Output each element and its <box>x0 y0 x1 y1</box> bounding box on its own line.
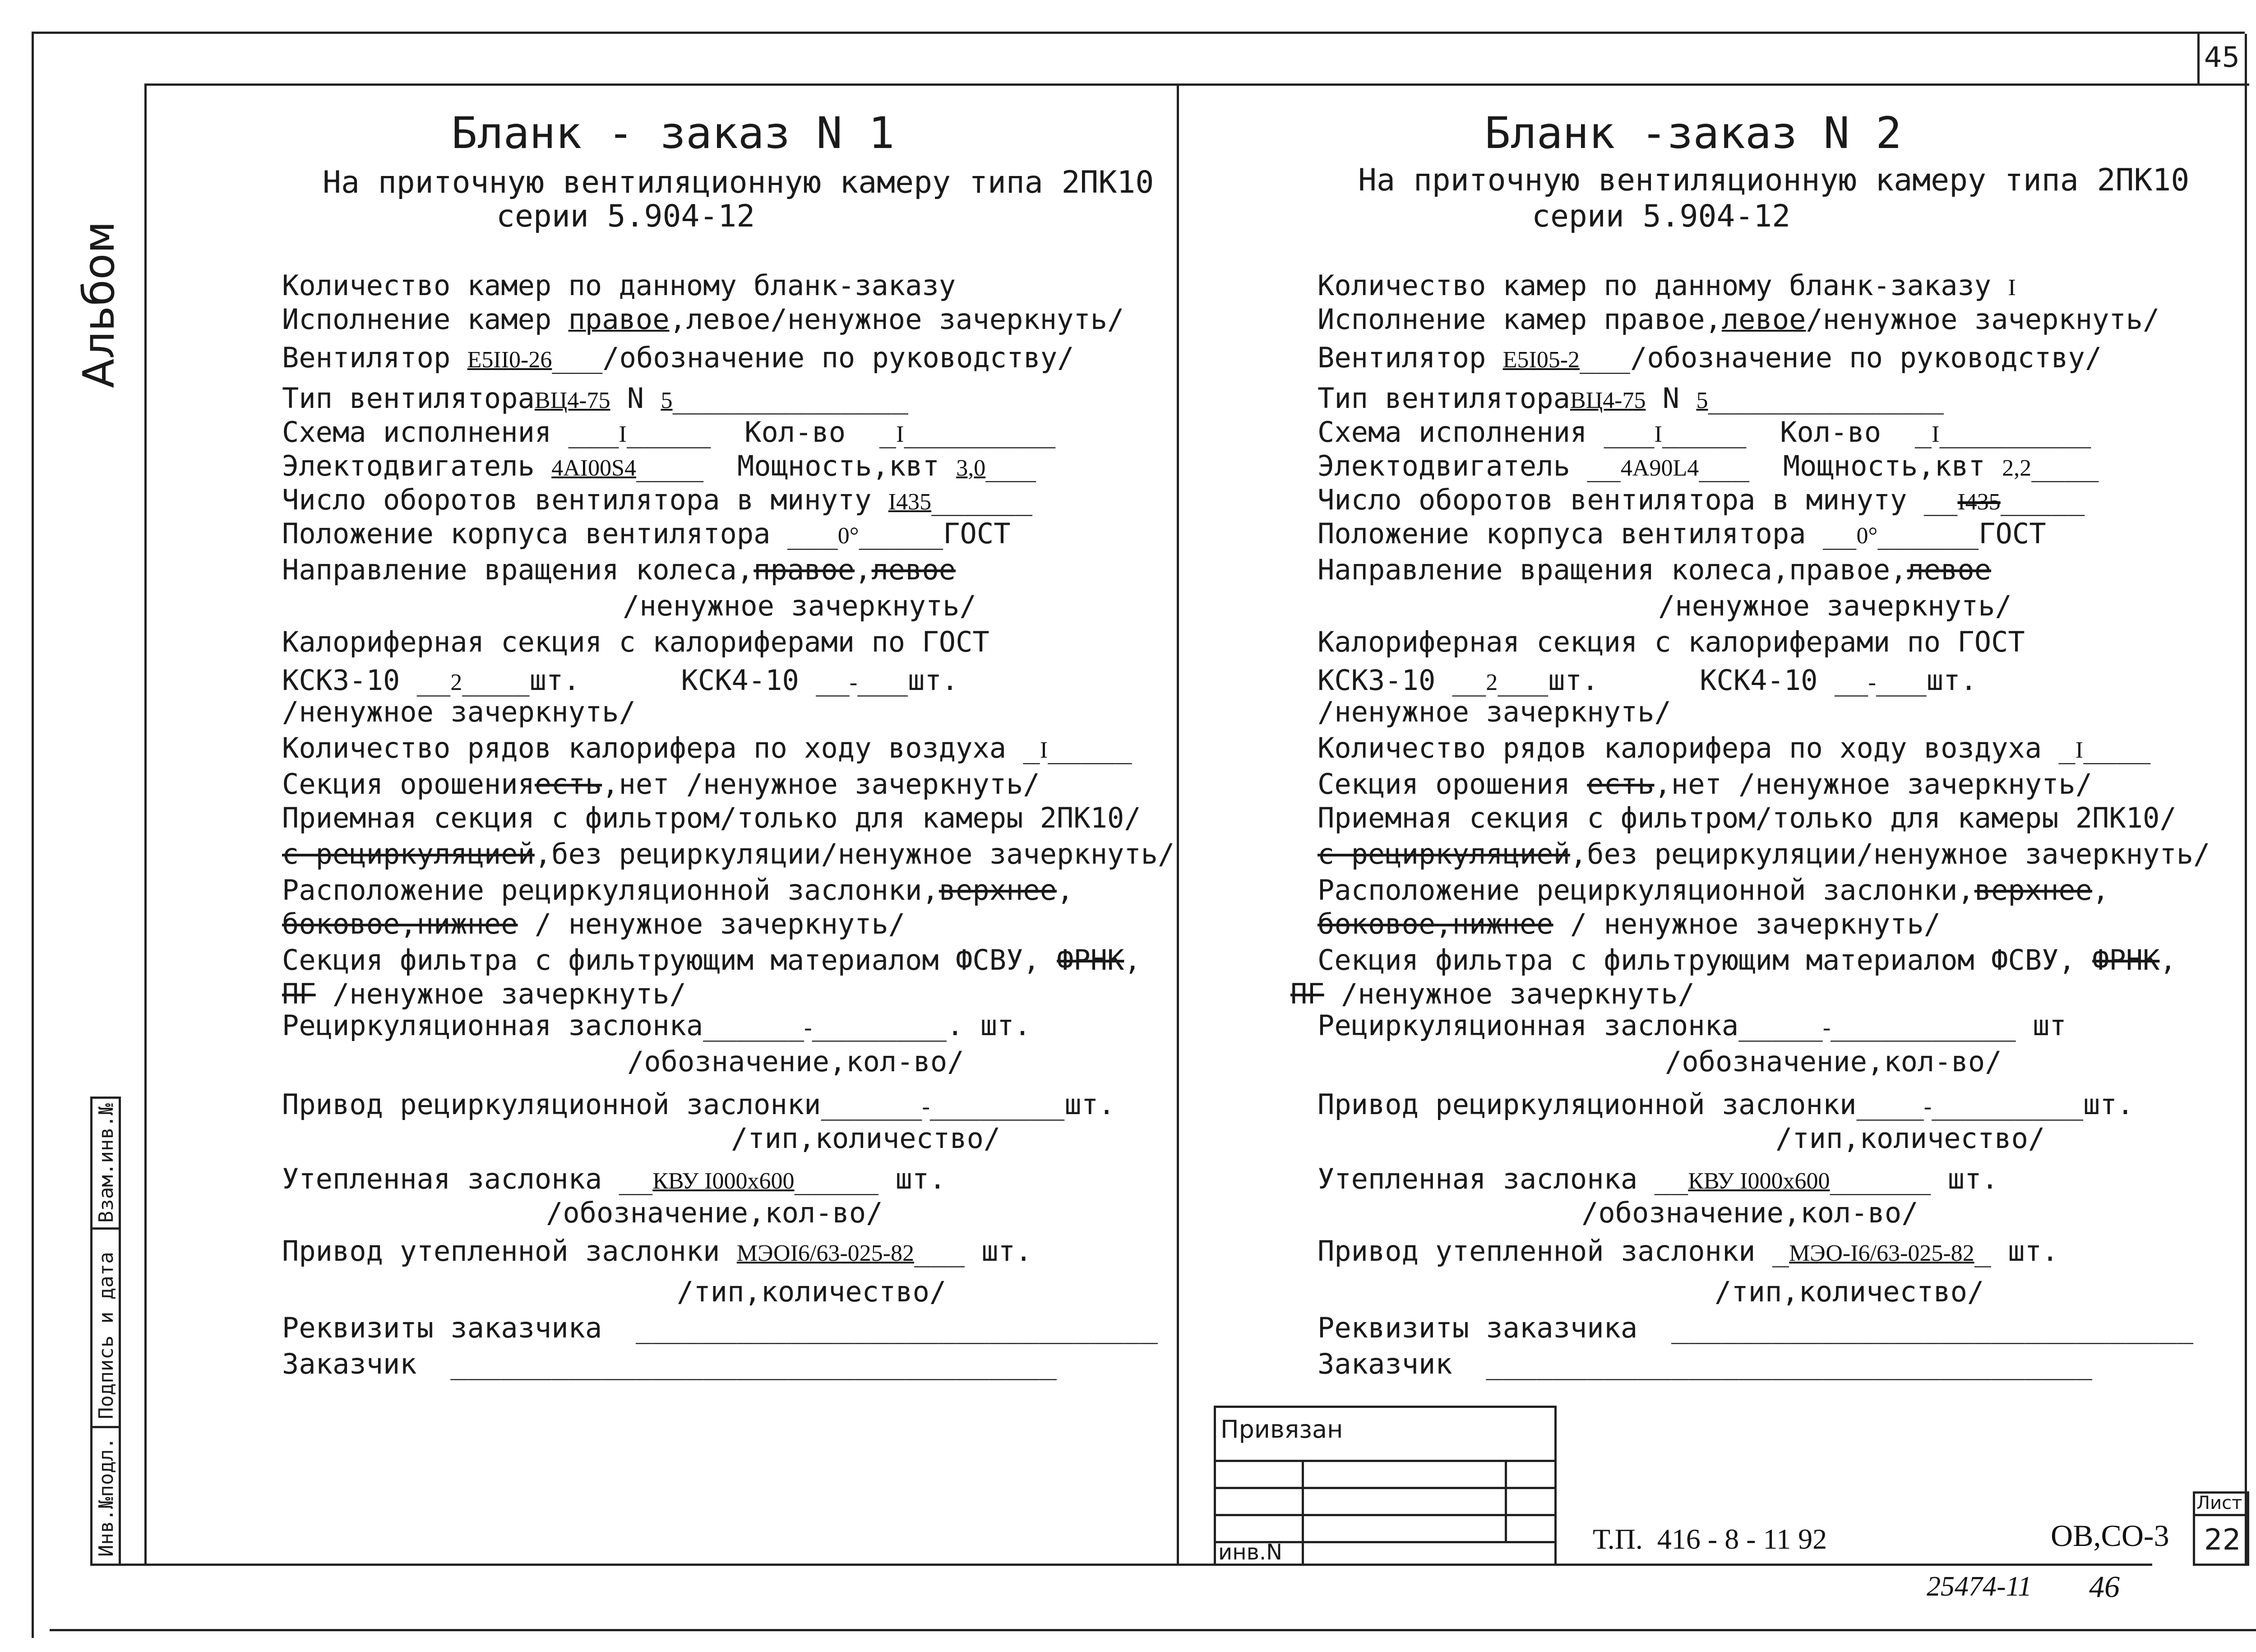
form1-line-20: Секция фильтра с фильтрующим материалом ФСВУ, ФРНК, <box>282 944 1141 976</box>
form1-line-4: Тип вентилятораВЦ4-75 N 5______________ <box>282 382 909 415</box>
form2-line-12: КСК3-10 __2___шт. КСК4-10 __-___шт. <box>1318 664 1977 697</box>
form1-line-31: Заказчик ____________________________________ <box>282 1347 1057 1380</box>
form1-line-10: /ненужное зачеркнуть/ <box>623 589 976 622</box>
form2-line-14: Количество рядов калорифера по ходу воздуха _I____ <box>1318 731 2151 764</box>
bottom-page: 46 <box>2089 1569 2120 1604</box>
frame-center-divider <box>1177 83 1179 1566</box>
form1-line-26: Утепленная заслонка __КВУ I000х600_____ шт. <box>282 1162 946 1195</box>
sheet-number: 45 <box>2204 41 2240 74</box>
form1-line-8: Положение корпуса вентилятора ___0°_____ГОСТ <box>282 517 1011 550</box>
form1-line-15: Секция орошенияесть,нет /ненужное зачеркнуть/ <box>282 768 1040 801</box>
form1-line-6: Электодвигатель 4АI00S4____ Мощность,квт 3,0___ <box>282 449 1036 482</box>
privyazan-col-2 <box>1505 1460 1507 1541</box>
form2-line-10: /ненужное зачеркнуть/ <box>1658 589 2012 622</box>
form2-line-18: Расположение рециркуляционной заслонки,верхнее, <box>1318 874 2109 907</box>
form2-line-13: /ненужное зачеркнуть/ <box>1318 695 1671 728</box>
form1-line-27: /обозначение,кол-во/ <box>546 1196 883 1229</box>
sheet-left-border <box>32 32 34 1638</box>
form2-line-2: Исполнение камер правое,левое/ненужное зачеркнуть/ <box>1318 303 2160 336</box>
side-album-label: Альбом <box>74 221 124 388</box>
form1-line-1: Количество камер по данному бланк-заказу <box>282 269 956 302</box>
form2-subtitle: На приточную вентиляционную камеру типа 2ПК10 <box>1358 162 2190 198</box>
inv-label: инв.N <box>1218 1540 1283 1565</box>
form1-subtitle: На приточную вентиляционную камеру типа 2ПК10 <box>323 165 1154 200</box>
form1-series: серии 5.904-12 <box>496 199 755 234</box>
form2-line-28: Привод утепленной заслонки _МЭО-I6/63-025-82_ шт. <box>1318 1235 2059 1268</box>
form2-line-24: Привод рециркуляционной заслонки____-_________шт. <box>1318 1088 2134 1121</box>
form1-line-2: Исполнение камер правое,левое/ненужное зачеркнуть/ <box>282 303 1124 336</box>
form2-line-26: Утепленная заслонка __КВУ I000х600______ шт. <box>1318 1162 1998 1195</box>
form2-line-11: Калориферная секция с калориферами по ГОСТ <box>1318 625 2025 658</box>
form1-line-5: Схема исполнения ___I_____ Кол-во _I_________ <box>282 416 1056 449</box>
sheet-bottom-border <box>50 1629 2256 1631</box>
form2-line-30: Реквизиты заказчика _______________________________ <box>1318 1311 2194 1344</box>
form2-line-27: /обозначение,кол-во/ <box>1581 1196 1919 1229</box>
form2-line-4: Тип вентилятораВЦ4-75 N 5______________ <box>1318 382 1944 415</box>
form2-line-31: Заказчик ____________________________________ <box>1318 1347 2093 1380</box>
form1-line-13: /ненужное зачеркнуть/ <box>282 695 636 728</box>
frame-left <box>144 83 147 1566</box>
sheet-label: Лист <box>2196 1493 2242 1513</box>
album-code: ОВ,СО-3 <box>2051 1518 2169 1553</box>
privyazan-col-1 <box>1302 1460 1304 1566</box>
form1-line-11: Калориферная секция с калориферами по ГОСТ <box>282 625 989 658</box>
form1-line-17: с рециркуляцией,без рециркуляции/ненужное зачеркнуть/ <box>282 838 1175 870</box>
side-stamp-divider-1 <box>90 1227 121 1230</box>
form2-title: Бланк -заказ N 2 <box>1484 108 1902 158</box>
frame-right <box>2245 34 2247 1566</box>
form2-line-25: /тип,количество/ <box>1775 1122 2045 1155</box>
privyazan-label: Привязан <box>1220 1415 1343 1444</box>
form2-line-17: с рециркуляцией,без рециркуляции/ненужное зачеркнуть/ <box>1318 838 2210 870</box>
form2-line-19: боковое,нижнее / ненужное зачеркнуть/ <box>1318 907 1941 940</box>
form1-line-18: Расположение рециркуляционной заслонки,верхнее, <box>282 874 1074 907</box>
bottom-number: 25474-11 <box>1927 1571 2032 1602</box>
form2-line-16: Приемная секция с фильтром/только для камеры 2ПК10/ <box>1318 801 2177 834</box>
doc-code: Т.П. 416 - 8 - 11 92 <box>1593 1523 1827 1555</box>
side-stamp-divider-2 <box>90 1426 121 1428</box>
form2-line-21: ПГ /ненужное зачеркнуть/ <box>1290 977 1695 1010</box>
form1-line-16: Приемная секция с фильтром/только для камеры 2ПК10/ <box>282 801 1141 834</box>
frame-bottom <box>90 1564 2152 1566</box>
frame-top <box>144 83 2249 86</box>
side-stamp-label-vzam: Взам.инв.№ <box>95 1103 118 1223</box>
form1-line-12: КСК3-10 __2____шт. КСК4-10 __-___шт. <box>282 664 959 697</box>
form2-line-20: Секция фильтра с фильтрующим материалом ФСВУ, ФРНК, <box>1318 944 2177 976</box>
side-stamp-label-sign: Подпись и дата <box>95 1252 118 1419</box>
form1-line-24: Привод рециркуляционной заслонки______-________шт. <box>282 1088 1115 1121</box>
form1-line-22: Рециркуляционная заслонка______-________. шт. <box>282 1009 1031 1042</box>
sheet-value: 22 <box>2204 1523 2241 1557</box>
form2-line-8: Положение корпуса вентилятора __0°______ГОСТ <box>1318 517 2046 550</box>
form1-line-19: боковое,нижнее / ненужное зачеркнуть/ <box>282 907 906 940</box>
form1-line-25: /тип,количество/ <box>731 1122 1001 1155</box>
sheet-box-divider <box>2193 1514 2249 1516</box>
form1-line-14: Количество рядов калорифера по ходу воздуха _I_____ <box>282 731 1132 764</box>
form2-line-7: Число оборотов вентилятора в минуту __I435_____ <box>1318 483 2085 516</box>
form2-line-29: /тип,количество/ <box>1715 1275 1984 1308</box>
form1-line-7: Число оборотов вентилятора в минуту I435______ <box>282 483 1033 516</box>
form2-line-23: /обозначение,кол-во/ <box>1665 1045 2002 1078</box>
form2-line-3: Вентилятор Е5I05-2___/обозначение по руководству/ <box>1318 341 2102 374</box>
form1-title: Бланк - заказ N 1 <box>451 108 895 158</box>
form2-line-22: Рециркуляционная заслонка_____-___________ шт <box>1318 1009 2066 1042</box>
form1-line-23: /обозначение,кол-во/ <box>627 1045 964 1078</box>
side-stamp-label-inv: Инв.№подл. <box>95 1437 118 1557</box>
form2-line-6: Электодвигатель __4А90L4___ Мощность,квт 2,2____ <box>1318 449 2099 482</box>
form1-line-30: Реквизиты заказчика _______________________________ <box>282 1311 1158 1344</box>
form2-line-1: Количество камер по данному бланк-заказу I <box>1318 269 2016 302</box>
form2-line-15: Секция орошения есть,нет /ненужное зачеркнуть/ <box>1318 768 2093 801</box>
form2-line-5: Схема исполнения ___I_____ Кол-во _I_________ <box>1318 416 2091 449</box>
form2-series: серии 5.904-12 <box>1532 199 1791 234</box>
sheet-top-border <box>32 32 2245 34</box>
form1-line-3: Вентилятор Е5II0-26___/обозначение по руководству/ <box>282 341 1074 374</box>
form1-line-28: Привод утепленной заслонки МЭОI6/63-025-82___ шт. <box>282 1235 1032 1268</box>
form1-line-9: Направление вращения колеса,правое,левое <box>282 553 956 586</box>
form1-line-21: ПГ /ненужное зачеркнуть/ <box>282 977 686 1010</box>
form2-line-9: Направление вращения колеса,правое,левое <box>1318 553 1992 586</box>
form1-line-29: /тип,количество/ <box>677 1275 947 1308</box>
